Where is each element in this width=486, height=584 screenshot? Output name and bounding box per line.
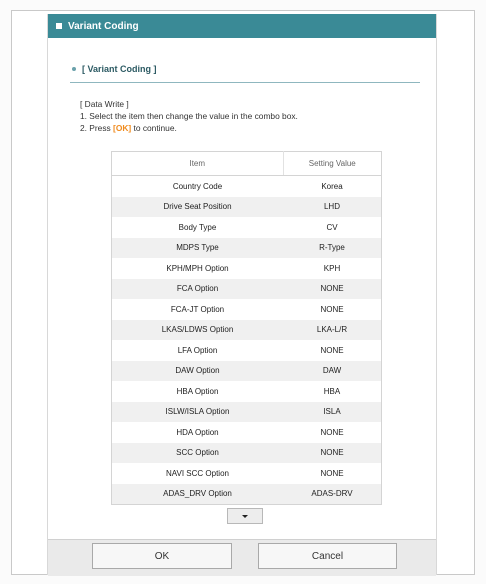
setting-value-cell: Korea [321, 181, 343, 191]
item-cell: Body Type [178, 222, 217, 232]
instruction-line-2: 1. Select the item then change the value in the combo box. [80, 111, 298, 121]
value-combo-box[interactable] [227, 508, 263, 524]
item-cell: FCA-JT Option [170, 304, 225, 314]
setting-value-cell: HBA [323, 386, 341, 396]
column-header-item: Item [112, 152, 284, 176]
instruction-line-3 [80, 122, 298, 134]
item-cell: DAW Option [112, 361, 284, 382]
section-header [70, 56, 420, 83]
table-row[interactable] [112, 340, 382, 361]
item-cell: KPH/MPH Option [166, 263, 229, 273]
table-row[interactable] [112, 381, 382, 402]
item-cell: HDA Option [176, 427, 219, 437]
table-row[interactable] [112, 361, 382, 382]
setting-value-cell: LHD [283, 197, 382, 218]
setting-value-cell: NONE [320, 468, 344, 478]
variant-coding-dialog [47, 14, 437, 575]
item-cell: ISLW/ISLA Option [112, 402, 284, 423]
setting-value-cell: NONE [283, 279, 382, 300]
bullet-icon [72, 67, 76, 71]
setting-value-cell: NONE [320, 345, 344, 355]
setting-value-cell: ISLA [283, 402, 382, 423]
dialog-titlebar [48, 14, 436, 38]
dialog-title: Variant Coding [68, 20, 139, 32]
table-row[interactable] [112, 279, 382, 300]
item-cell: Country Code [172, 181, 223, 191]
variant-coding-table [111, 151, 382, 505]
cancel-button[interactable]: Cancel [258, 543, 397, 569]
setting-value-cell: ADAS-DRV [283, 484, 382, 505]
setting-value-cell: NONE [283, 443, 382, 464]
instruction-ok-highlight: [OK] [113, 123, 132, 133]
item-cell: HBA Option [176, 386, 219, 396]
item-cell: LKAS/LDWS Option [112, 320, 284, 341]
table-row[interactable] [112, 176, 382, 197]
table-row[interactable] [112, 402, 382, 423]
ok-button[interactable]: OK [92, 543, 232, 569]
table-row[interactable] [112, 443, 382, 464]
setting-value-cell: R-Type [283, 238, 382, 259]
setting-value-cell: NONE [320, 427, 344, 437]
setting-value-cell: DAW [283, 361, 382, 382]
instruction-line-1: [ Data Write ] [80, 99, 129, 109]
instruction-line-3-prefix: 2. Press [80, 123, 114, 133]
table-row[interactable] [112, 422, 382, 443]
table-row[interactable] [112, 238, 382, 259]
item-cell: SCC Option [112, 443, 284, 464]
column-header-setting-value: Setting Value [283, 152, 382, 176]
table-row[interactable] [112, 484, 382, 505]
table-row[interactable] [112, 258, 382, 279]
setting-value-cell: LKA-L/R [283, 320, 382, 341]
instruction-line-3-suffix: to continue. [131, 123, 177, 133]
table-header-row [112, 152, 382, 176]
table-row[interactable] [112, 320, 382, 341]
section-title: [ Variant Coding ] [82, 64, 157, 74]
item-cell: NAVI SCC Option [166, 468, 229, 478]
setting-value-cell: NONE [320, 304, 344, 314]
item-cell: Drive Seat Position [112, 197, 284, 218]
title-square-icon [56, 23, 62, 29]
item-cell: LFA Option [177, 345, 218, 355]
setting-value-cell: CV [326, 222, 338, 232]
table-row[interactable] [112, 217, 382, 238]
table-row[interactable] [112, 299, 382, 320]
chevron-down-icon [242, 515, 248, 518]
item-cell: FCA Option [112, 279, 284, 300]
item-cell: MDPS Type [112, 238, 284, 259]
table-row[interactable] [112, 463, 382, 484]
item-cell: ADAS_DRV Option [112, 484, 284, 505]
instructions [80, 98, 298, 134]
table-row[interactable] [112, 197, 382, 218]
setting-value-cell: KPH [323, 263, 341, 273]
